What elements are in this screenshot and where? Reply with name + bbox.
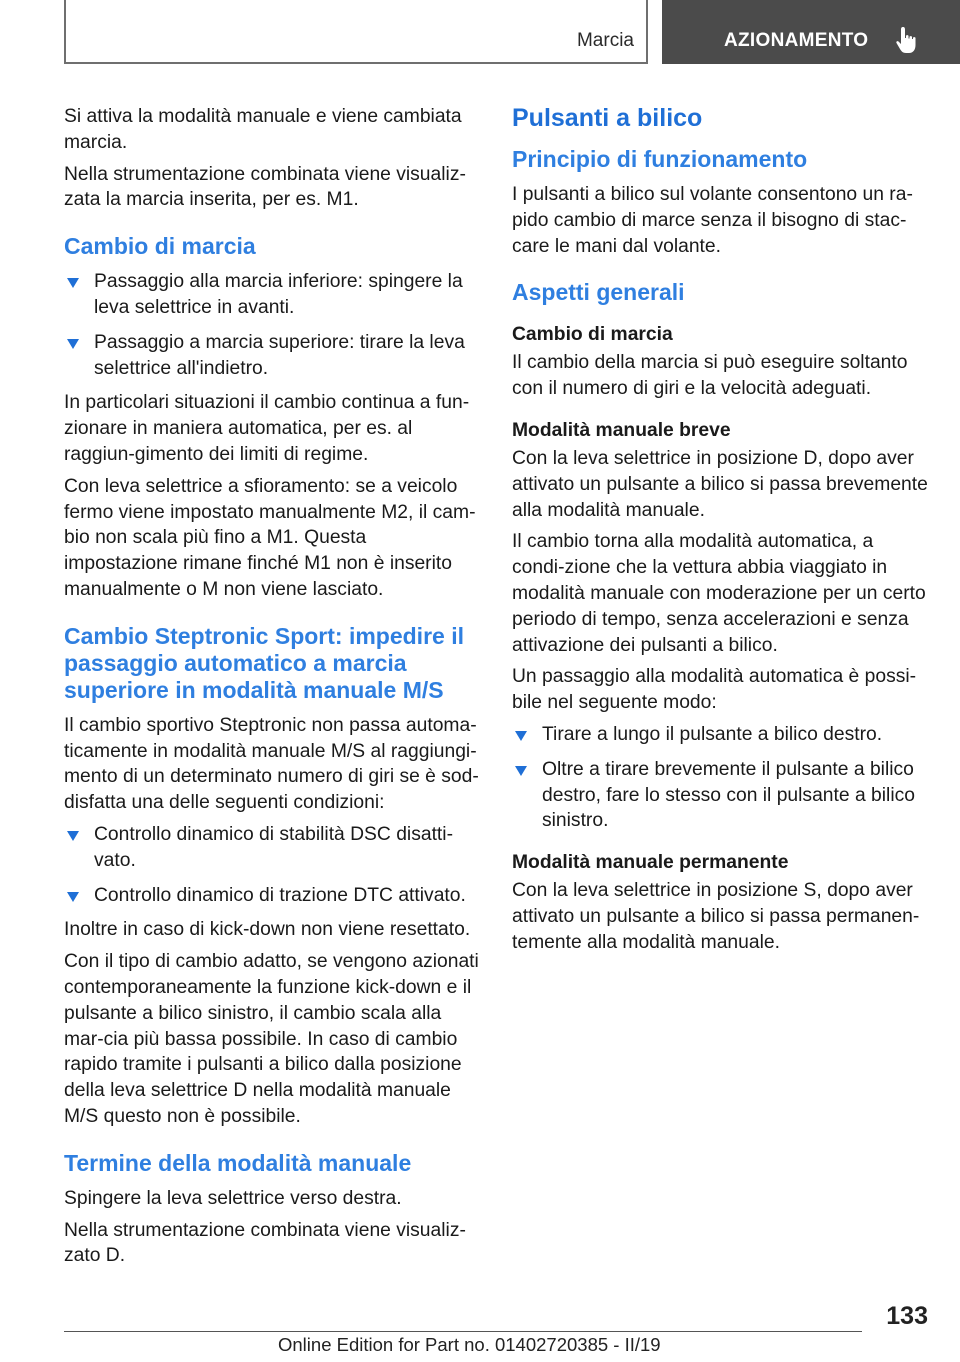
heading-cambio-di-marcia: Cambio di marcia: [64, 233, 256, 260]
section-title: Marcia: [576, 30, 634, 51]
chapter-title: AZIONAMENTO: [724, 30, 869, 51]
heading-termine-modalita-manuale: Termine della modalità manuale: [64, 1149, 412, 1176]
subheading-modalita-manuale-permanente: Modalità manuale permanente: [512, 852, 789, 874]
heading-steptronic-sport: Cambio Steptronic Sport: impedire il passaggio automatico a marcia superiore in modalità manuale M/S: [64, 622, 464, 703]
triangle-bullet-icon: [67, 278, 79, 288]
paragraph: Il cambio della marcia si può eseguire soltanto con il numero di giri e la velocità adeguati.: [512, 352, 908, 400]
paragraph: Il cambio torna alla modalità automatica, a condi‐zione che la vettura abbia viaggiato in modalità manuale con moderazione per un certo periodo di tempo, senza accelerazioni e senza attivazione dei pulsanti a bilico.: [512, 531, 926, 656]
pointing-hand-icon: [894, 25, 920, 55]
list-item: Passaggio a marcia superiore: tirare la leva selettrice all'indietro.: [64, 330, 480, 382]
list-item: Controllo dinamico di stabilità DSC disatti‐vato.: [64, 822, 480, 874]
triangle-bullet-icon: [67, 892, 79, 902]
triangle-bullet-icon: [515, 766, 527, 776]
triangle-bullet-icon: [67, 831, 79, 841]
footer-divider: [64, 1331, 862, 1332]
heading-pulsanti-a-bilico: Pulsanti a bilico: [512, 104, 703, 132]
heading-principio-di-funzionamento: Principio di funzionamento: [512, 146, 808, 172]
triangle-bullet-icon: [515, 731, 527, 741]
triangle-bullet-icon: [67, 339, 79, 349]
header-section-frame: [64, 0, 648, 64]
paragraph: Con la leva selettrice in posizione S, dopo aver attivato un pulsante a bilico si passa permanen‐temente alla modalità manuale.: [512, 880, 920, 953]
paragraph: Con leva selettrice a sfioramento: se a veicolo fermo viene impostato manualmente M2, il cam‐bio non scala più fino a M1. Questa impostazione rimane finché M1 non è inserito manualmente o M non viene lasciato.: [64, 475, 476, 600]
paragraph: Si attiva la modalità manuale e viene cambiata marcia.: [64, 106, 462, 153]
heading-aspetti-generali: Aspetti generali: [512, 279, 685, 306]
list-item: Passaggio alla marcia inferiore: spingere la leva selettrice in avanti.: [64, 269, 480, 321]
paragraph: Inoltre in caso di kick-down non viene resettato.: [64, 919, 471, 941]
paragraph: Un passaggio alla modalità automatica è possi‐bile nel seguente modo:: [512, 666, 917, 714]
paragraph: Con il tipo di cambio adatto, se vengono azionati contemporaneamente la funzione kick-down e il pulsante a bilico sinistro, il cambio scala alla mar‐cia più bassa possibile. In caso di cambio rapido tramite i pulsanti a bilico dalla posizione della leva selettrice D nella modalità manuale M/S questo non è possibile.: [64, 951, 479, 1127]
paragraph: Il cambio sportivo Steptronic non passa automa‐ticamente in modalità manuale M/S al raggiungi‐mento di un determinato numero di giri se è sod‐disfatta una delle seguenti condizioni:: [64, 714, 479, 814]
paragraph: Spingere la leva selettrice verso destra.: [64, 1187, 402, 1209]
paragraph: In particolari situazioni il cambio continua a fun‐zionare in maniera automatica, per es. al raggiun‐gimento dei limiti di regime.: [64, 392, 470, 465]
chapter-tab: [662, 0, 960, 64]
bullet-list: [64, 269, 480, 381]
subheading-cambio-di-marcia: Cambio di marcia: [512, 324, 673, 346]
bullet-list: [512, 722, 928, 834]
paragraph: I pulsanti a bilico sul volante consentono un ra‐pido cambio di marce senza il bisogno di stac‐care le mani dal volante.: [512, 184, 913, 257]
footer-edition: Online Edition for Part no. 01402720385 - II/19: [278, 1334, 661, 1355]
subheading-modalita-manuale-breve: Modalità manuale breve: [512, 419, 731, 441]
right-column: [512, 104, 928, 962]
paragraph: Nella strumentazione combinata viene visualiz‐zato D.: [64, 1219, 466, 1267]
left-column: [64, 104, 480, 1275]
list-item: Oltre a tirare brevemente il pulsante a bilico destro, fare lo stesso con il pulsante a bilico sinistro.: [512, 757, 928, 834]
list-item: Tirare a lungo il pulsante a bilico destro.: [512, 722, 928, 748]
page-number: 133: [886, 1302, 928, 1330]
paragraph: Nella strumentazione combinata viene visualiz‐zata la marcia inserita, per es. M1.: [64, 163, 466, 211]
list-item: Controllo dinamico di trazione DTC attivato.: [64, 883, 480, 909]
paragraph: Con la leva selettrice in posizione D, dopo aver attivato un pulsante a bilico si passa brevemente alla modalità manuale.: [512, 447, 928, 521]
bullet-list: [64, 822, 480, 908]
